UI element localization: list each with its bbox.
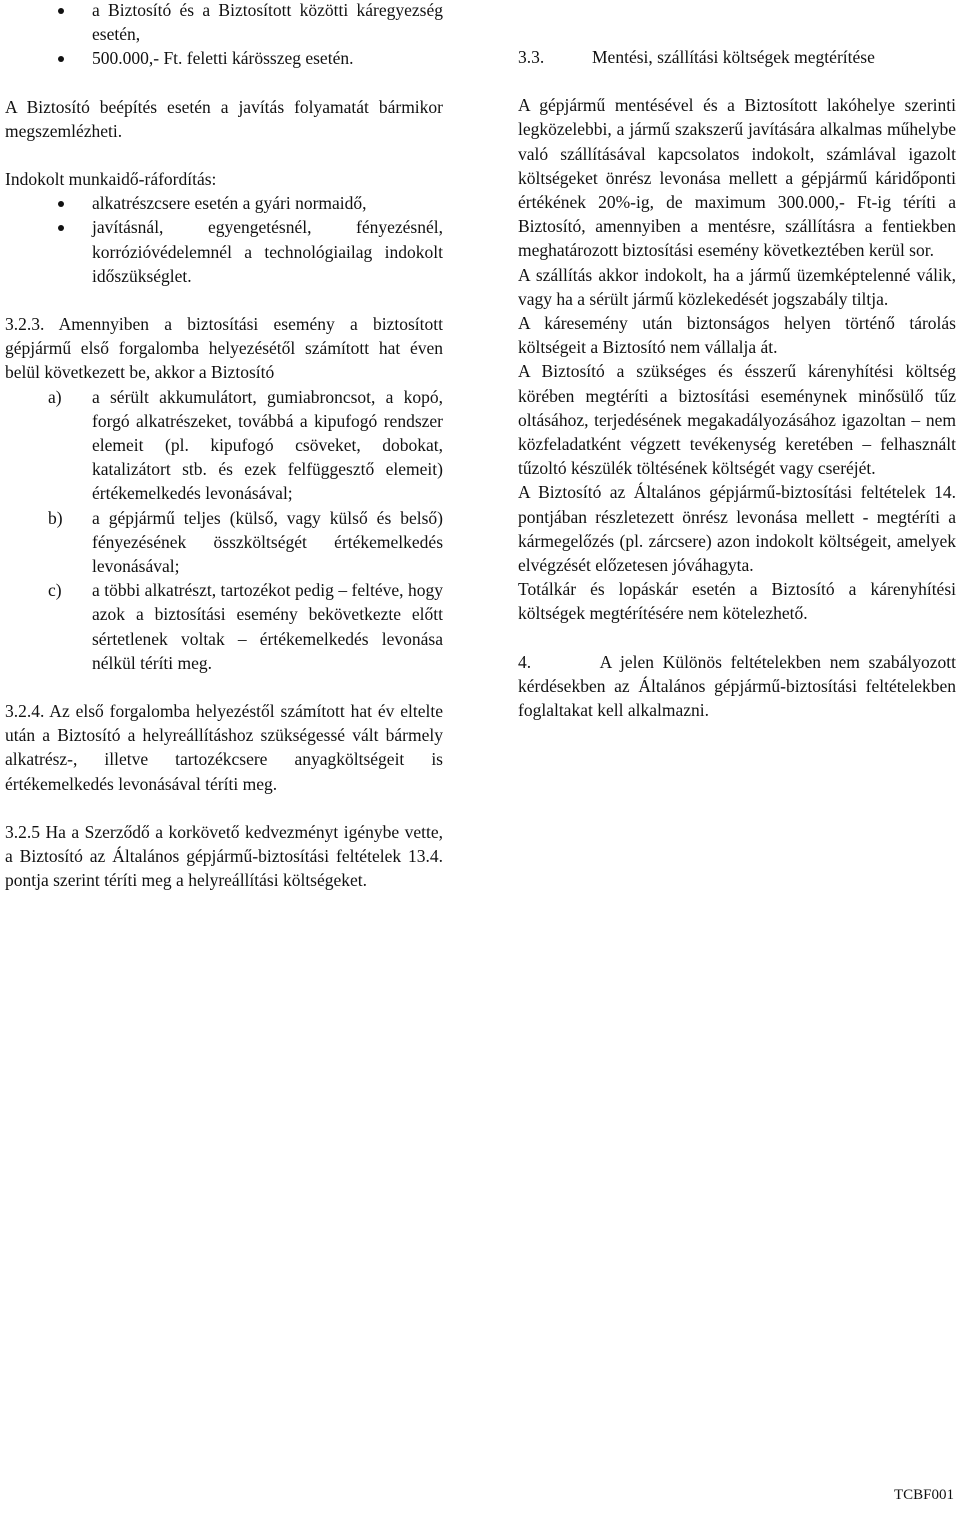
list-item-a: a) a sérült akkumulátort, gumiabroncsot, a kopó, forgó alkatrészeket, továbbá a kipufogó rendszer elemeit (pl. kipufogó csöveket, dobokat, katalizátort stb. és ezek felfüggesztő elemeit) értékemelkedés levonásával; — [48, 386, 443, 504]
left-column — [5, 0, 443, 893]
bullet-item: a Biztosító és a Biztosított közötti káregyezség esetén, — [5, 0, 443, 46]
paragraph: A Biztosító az Általános gépjármű-biztosítási feltételek 14. pontjában részletezett önrész levonása mellett - megtéríti a kármegelőzés (pl. zárcsere) azon indokolt költségeit, amelyek elvégzését előzetesen jóváhagyta. — [518, 482, 956, 576]
bullet-icon — [58, 201, 64, 207]
paragraph: A káresemény után biztonságos helyen történő tárolás költségeit a Biztosító nem vállalja át. — [518, 313, 956, 358]
bullet-icon — [58, 56, 64, 62]
bullet-item: alkatrészcsere esetén a gyári normaidő, — [5, 191, 443, 215]
section-3-2-5: 3.2.5 Ha a Szerződő a korkövető kedvezményt igénybe vette, a Biztosító az Általános gépjármű-biztosítási feltételek 13.4. pontja szerint téríti meg a helyreállítási költségeket. — [5, 821, 443, 891]
paragraph: A gépjármű mentésével és a Biztosított lakóhelye szerinti legközelebbi, a jármű szakszerű javítására alkalmas műhelybe való szállításával kapcsolatos indokolt, számlával igazolt költségeket önrész levonása mellett a gépjármű káridőponti értékének 20%-ig, de maximum 300.000,- Ft-ig téríti a Biztosító, amennyiben a mentésre, szállításra a fentiekben meghatározott biztosítási esemény következtében kerül sor. — [518, 95, 956, 261]
section-heading: 3.3. Mentési, szállítási költségek megtérítése — [518, 47, 875, 67]
list-item-c: c) a többi alkatrészt, tartozékot pedig – feltéve, hogy azok a biztosítási esemény bekövetkezte előtt sértetlenek voltak – értékemelkedés levonása nélkül téríti meg. — [48, 580, 443, 673]
paragraph: Indokolt munkaidő-ráfordítás: — [5, 169, 217, 190]
bullet-item: javításnál, egyengetésnél, fényezésnél, korrózióvédelemnél a technológiailag indokolt időszükséglet. — [5, 215, 443, 288]
bullet-icon — [58, 8, 64, 14]
section-3-2-4: 3.2.4. Az első forgalomba helyezéstől számított hat év eltelte után a Biztosító a helyreállításhoz szükségessé vált bármely alkatrész-, illetve tartozékcsere anyagköltségeit is értékemelkedés levonásával téríti meg. — [5, 701, 443, 794]
document-code: TCBF001 — [893, 1486, 954, 1503]
paragraph: A Biztosító beépítés esetén a javítás folyamatát bármikor megszemlézheti. — [5, 96, 443, 141]
section-4: 4. A jelen Különös feltételekben nem szabályozott kérdésekben az Általános gépjármű-biztosítási feltételekben foglaltakat kell alkalmazni. — [518, 651, 960, 721]
right-column — [518, 0, 960, 722]
paragraph: Totálkár és lopáskár esetén a Biztosító a kárenyhítési költségek megtérítésére nem kötelezhető. — [518, 579, 956, 624]
paragraph: A Biztosító a szükséges és ésszerű kárenyhítési költség körében megtéríti a biztosítási eseménynek minősülő tűz oltásához, terjedésének megakadályozásához igazoltan – nem közfeladatként végzett tevékenység keretében – felhasznált tűzoltó készülék töltésének költségét vagy cseréjét. — [518, 361, 956, 479]
bullet-icon — [58, 225, 64, 231]
list-item-b: b) a gépjármű teljes (külső, vagy külső és belső) fényezésének összköltségét értékemelkedés levonásával; — [48, 507, 443, 577]
bullet-item: 500.000,- Ft. feletti kárösszeg esetén. — [5, 46, 443, 70]
paragraph: A szállítás akkor indokolt, ha a jármű üzemképtelenné válik, vagy ha a sérült jármű közlekedését jogszabály tiltja. — [518, 264, 956, 309]
section-3-2-3: 3.2.3. Amennyiben a biztosítási esemény a biztosított gépjármű első forgalomba helyezésétől számított hat éven belül következett be, akkor a Biztosító — [5, 314, 443, 383]
